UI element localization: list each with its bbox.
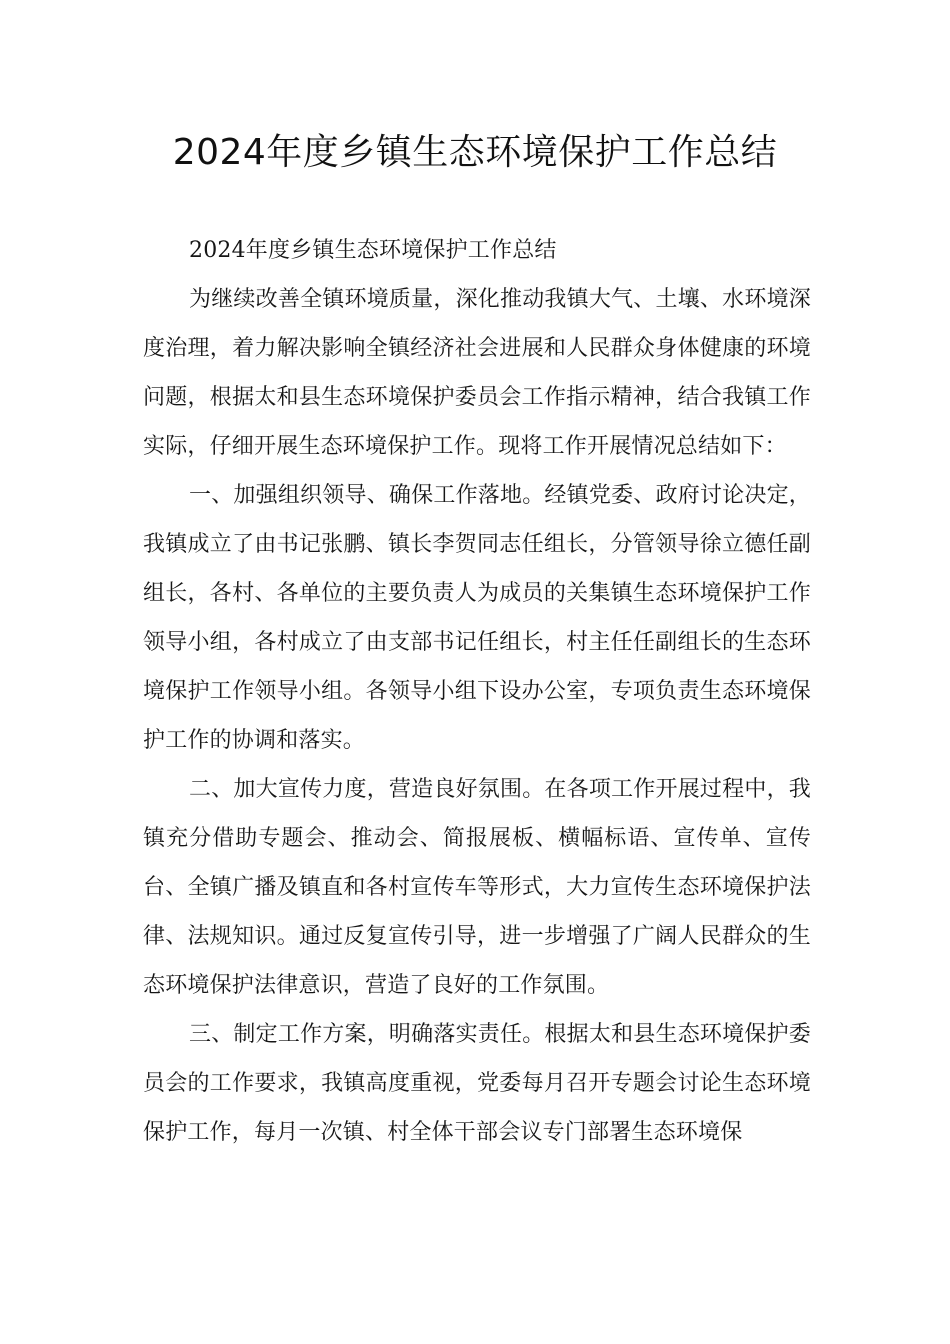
document-title: 2024年度乡镇生态环境保护工作总结 bbox=[172, 132, 778, 173]
paragraph-section-3: 三、制定工作方案，明确落实责任。根据太和县生态环境保护委员会的工作要求，我镇高度重视，党委每月召开专题会讨论生态环境保护工作，每月一次镇、村全体干部会议专门部署生态环境保 bbox=[143, 1022, 811, 1145]
paragraph-intro: 为继续改善全镇环境质量，深化推动我镇大气、土壤、水环境深度治理，着力解决影响全镇经济社会进展和人民群众身体健康的环境问题，根据太和县生态环境保护委员会工作指示精神，结合我镇工作实际，仔细开展生态环境保护工作。现将工作开展情况总结如下： bbox=[143, 287, 811, 459]
document-subtitle: 2024年度乡镇生态环境保护工作总结 bbox=[189, 238, 557, 263]
paragraph-section-2: 二、加大宣传力度，营造良好氛围。在各项工作开展过程中，我镇充分借助专题会、推动会、简报展板、横幅标语、宣传单、宣传台、全镇广播及镇直和各村宣传车等形式，大力宣传生态环境保护法律、法规知识。通过反复宣传引导，进一步增强了广阔人民群众的生态环境保护法律意识，营造了良好的工作氛围。 bbox=[143, 777, 811, 998]
document-body bbox=[143, 226, 811, 1157]
paragraph-section-1: 一、加强组织领导、确保工作落地。经镇党委、政府讨论决定，我镇成立了由书记张鹏、镇长李贺同志任组长，分管领导徐立德任副组长，各村、各单位的主要负责人为成员的关集镇生态环境保护工作领导小组，各村成立了由支部书记任组长，村主任任副组长的生态环境保护工作领导小组。各领导小组下设办公室，专项负责生态环境保护工作的协调和落实。 bbox=[143, 483, 811, 753]
